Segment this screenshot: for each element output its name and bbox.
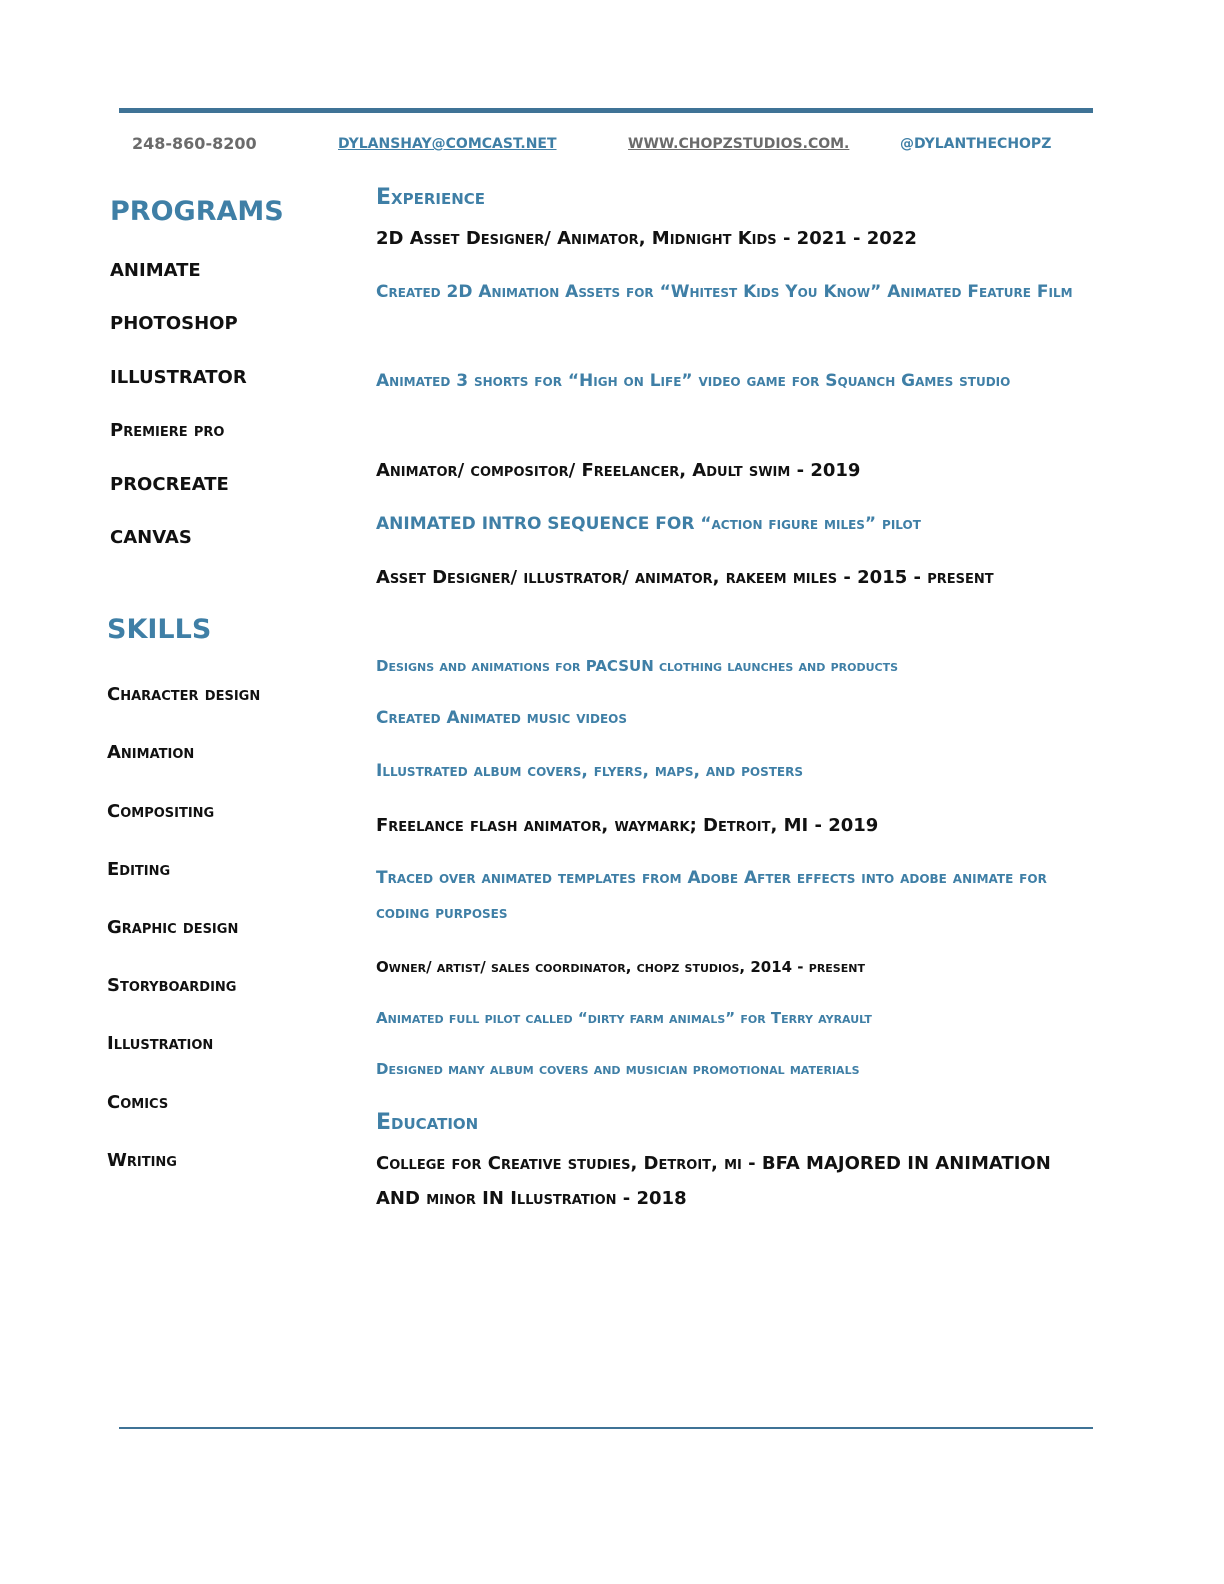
program-item: ANIMATE bbox=[110, 260, 201, 281]
program-item: PHOTOSHOP bbox=[110, 313, 238, 334]
job-description: Created Animated music videos bbox=[376, 708, 628, 728]
skill-item: Character design bbox=[107, 684, 261, 705]
skill-item: Writing bbox=[107, 1150, 177, 1171]
job-description: Created 2D Animation Assets for “Whitest Kids You Know” Animated Feature Film bbox=[376, 282, 1073, 302]
job-description: Illustrated album covers, flyers, maps, and posters bbox=[376, 761, 804, 781]
skill-item: Animation bbox=[107, 742, 195, 763]
job-title: Asset Designer/ illustrator/ animator, rakeem miles - 2015 - present bbox=[376, 567, 994, 588]
education-heading: Education bbox=[376, 1110, 479, 1135]
experience-heading: Experience bbox=[376, 185, 486, 210]
programs-heading: PROGRAMS bbox=[110, 196, 284, 227]
job-title: Owner/ artist/ sales coordinator, chopz studios, 2014 - present bbox=[376, 958, 865, 976]
contact-website-link[interactable]: WWW.CHOPZSTUDIOS.COM. bbox=[628, 136, 850, 152]
skills-heading: SKILLS bbox=[107, 614, 212, 645]
skill-item: Illustration bbox=[107, 1033, 214, 1054]
skill-item: Storyboarding bbox=[107, 975, 237, 996]
job-title: Animator/ compositor/ Freelancer, Adult swim - 2019 bbox=[376, 460, 861, 481]
program-item: PROCREATE bbox=[110, 474, 229, 495]
skill-item: Compositing bbox=[107, 801, 215, 822]
job-description: ANIMATED INTRO SEQUENCE FOR “action figure miles” pilot bbox=[376, 514, 921, 534]
contact-phone: 248-860-8200 bbox=[132, 134, 257, 153]
education-entry: College for Creative studies, Detroit, mi - BFA MAJORED IN ANIMATION AND minor IN Illustration - 2018 bbox=[376, 1153, 1051, 1209]
contact-social-handle: @DYLANTHECHOPZ bbox=[900, 136, 1052, 152]
job-description: Animated full pilot called “dirty farm animals” for Terry ayrault bbox=[376, 1009, 872, 1027]
skill-item: Graphic design bbox=[107, 917, 239, 938]
skill-item: Editing bbox=[107, 859, 171, 880]
job-title: Freelance flash animator, waymark; Detroit, MI - 2019 bbox=[376, 815, 879, 836]
contact-email-link[interactable]: DYLANSHAY@COMCAST.NET bbox=[338, 136, 557, 152]
contact-bar bbox=[0, 134, 1224, 158]
job-description: Designed many album covers and musician promotional materials bbox=[376, 1060, 860, 1078]
job-title: 2D Asset Designer/ Animator, Midnight Kids - 2021 - 2022 bbox=[376, 228, 917, 249]
top-rule bbox=[119, 108, 1093, 113]
job-description: Traced over animated templates from Adobe After effects into adobe animate for coding purposes bbox=[376, 868, 1047, 923]
skill-item: Comics bbox=[107, 1092, 169, 1113]
job-description: Designs and animations for PACSUN clothing launches and products bbox=[376, 657, 899, 675]
program-item: Premiere pro bbox=[110, 420, 225, 441]
bottom-rule bbox=[119, 1427, 1093, 1429]
job-description: Animated 3 shorts for “High on Life” video game for Squanch Games studio bbox=[376, 371, 1011, 391]
program-item: CANVAS bbox=[110, 527, 192, 548]
program-item: ILLUSTRATOR bbox=[110, 367, 247, 388]
